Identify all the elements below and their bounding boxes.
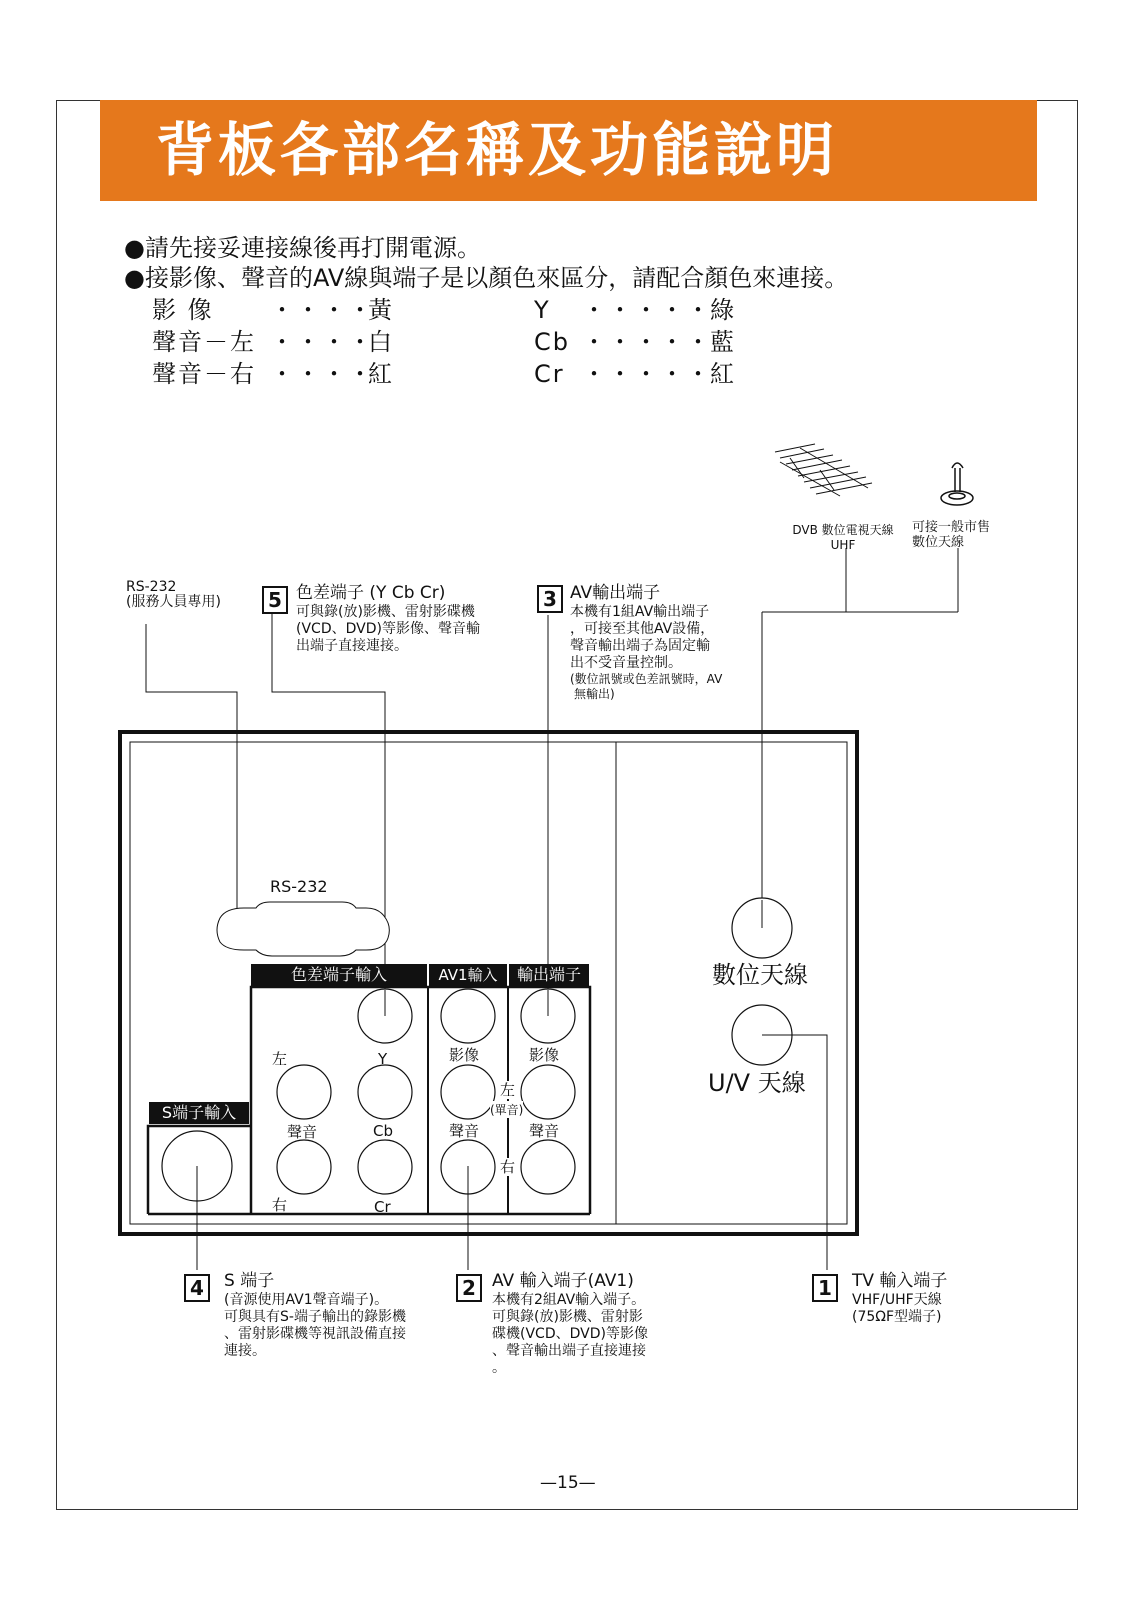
output-header: 輸出端子 bbox=[509, 964, 589, 986]
jack-cr bbox=[358, 1140, 412, 1194]
label-av1-video: 影像 bbox=[449, 1046, 480, 1064]
s-input-header: S端子輸入 bbox=[149, 1102, 249, 1124]
jack-component-audio-left bbox=[277, 1065, 331, 1119]
label-av1-left: 左 bbox=[500, 1081, 516, 1099]
market-antenna-label: 可接一般市售 數位天線 bbox=[912, 520, 991, 550]
component-input-header: 色差端子輸入 bbox=[251, 964, 427, 986]
jack-av1-audio-left bbox=[441, 1065, 495, 1119]
label-left: 左 bbox=[272, 1050, 288, 1068]
callout-3: AV輸出端子 本機有1組AV輸出端子 ，可接至其他AV設備， 聲音輸出端子為固定輸 出不受音量控制。 (數位訊號或色差訊號時，AV 無輸出) bbox=[570, 583, 723, 701]
callout-number-5: 5 bbox=[262, 586, 288, 614]
label-av1-audio: 聲音 bbox=[449, 1122, 480, 1140]
note-1: ●請先接妥連接線後再打開電源。 bbox=[124, 234, 481, 262]
page-number: —15— bbox=[540, 1473, 596, 1493]
callout-5: 色差端子 (Y Cb Cr) 可與錄(放)影機、雷射影碟機 (VCD、DVD)等影像、聲音輸 出端子直接連接。 bbox=[296, 583, 480, 654]
callout-number-4: 4 bbox=[184, 1274, 210, 1302]
callout-4: S 端子 (音源使用AV1聲音端子)。 可與具有S-端子輸出的錄影機 、雷射影碟機等視訊設備直接 連接。 bbox=[224, 1271, 406, 1359]
jack-cb bbox=[358, 1065, 412, 1119]
callout-2: AV 輸入端子(AV1) 本機有2組AV輸入端子。 可與錄(放)影機、雷射影 碟機(VCD、DVD)等影像 、聲音輸出端子直接連接 。 bbox=[492, 1271, 648, 1376]
callout-number-2: 2 bbox=[456, 1274, 482, 1302]
callout-number-3: 3 bbox=[537, 585, 563, 613]
jack-component-audio-right bbox=[277, 1140, 331, 1194]
color-row-audio-right: 聲音－右 ・・・・紅 bbox=[152, 360, 394, 388]
label-component-audio: 聲音 bbox=[287, 1123, 318, 1141]
label-cr: Cr bbox=[374, 1198, 391, 1216]
color-row-cr: Cr ・・・・・紅 bbox=[534, 360, 736, 388]
label-cb: Cb bbox=[373, 1122, 393, 1140]
label-right: 右 bbox=[272, 1196, 288, 1214]
label-av1-right: 右 bbox=[500, 1158, 516, 1176]
rs232-port-label: RS-232 bbox=[270, 877, 328, 896]
callout-number-1: 1 bbox=[812, 1274, 838, 1302]
digital-antenna-label: 數位天線 bbox=[712, 961, 808, 989]
jack-out-audio-right bbox=[521, 1140, 575, 1194]
color-row-cb: Cb ・・・・・藍 bbox=[534, 328, 736, 356]
label-out-audio: 聲音 bbox=[529, 1122, 560, 1140]
rs232-port bbox=[217, 902, 389, 956]
note-2: ●接影像、聲音的AV線與端子是以顏色來區分，請配合顏色來連接。 bbox=[124, 264, 849, 292]
uv-antenna-label: U/V 天線 bbox=[708, 1069, 806, 1097]
page-title: 背板各部名稱及功能說明 bbox=[156, 116, 839, 184]
indoor-antenna-icon bbox=[941, 463, 973, 505]
uhf-antenna-icon bbox=[775, 444, 872, 496]
av1-input-header: AV1輸入 bbox=[429, 964, 507, 986]
jack-out-audio-left bbox=[521, 1065, 575, 1119]
label-mono: (單音) bbox=[490, 1103, 524, 1117]
label-y: Y bbox=[378, 1050, 388, 1068]
color-row-audio-left: 聲音－左 ・・・・白 bbox=[152, 328, 394, 356]
dvb-antenna-label: DVB 數位電視天線 UHF bbox=[792, 523, 894, 552]
jack-av1-video bbox=[441, 989, 495, 1043]
callout-1: TV 輸入端子 VHF/UHF天線 (75ΩF型端子) bbox=[852, 1271, 948, 1325]
color-row-y: Y ・・・・・綠 bbox=[534, 296, 736, 324]
color-row-video: 影 像 ・・・・黃 bbox=[152, 296, 394, 324]
rs232-callout: RS-232 (服務人員專用) bbox=[126, 579, 221, 610]
label-out-video: 影像 bbox=[529, 1046, 560, 1064]
